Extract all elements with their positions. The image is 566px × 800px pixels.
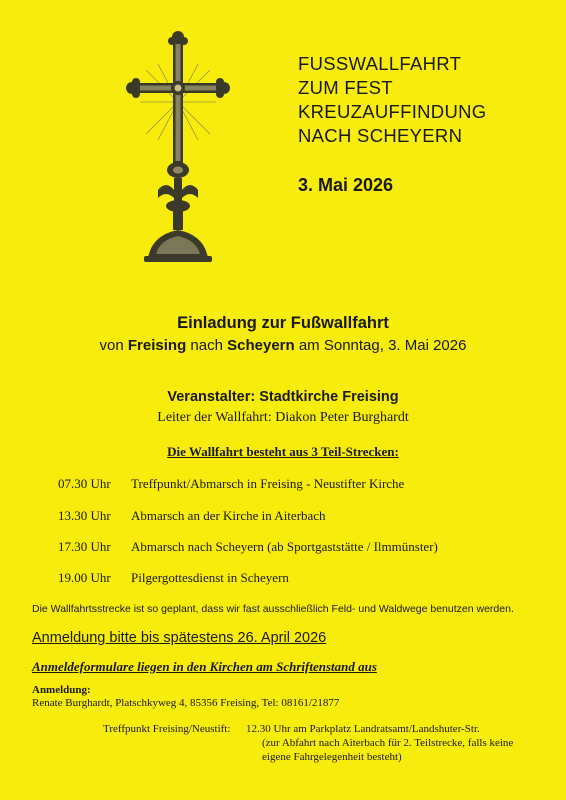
forms-note: Anmeldeformulare liegen in den Kirchen am Schriftenstand aus [32,659,377,674]
subtitle-part-date: am Sonntag, 3. Mai 2026 [294,337,467,354]
pilgrimage-leader: Leiter der Wallfahrt: Diakon Peter Burghardt [157,410,409,425]
meeting-point-label: Treffpunkt Freising/Neustift: [103,723,231,735]
registration-contact: Renate Burghardt, Platschkyweg 4, 85356 Freising, Tel: 08161/21877 [32,697,340,709]
meeting-line-2: (zur Abfahrt nach Aiterbach für 2. Teilstrecke, falls keine [262,737,514,749]
header-line-2: ZUM FEST [298,77,393,98]
meeting-line-1: 12.30 Uhr am Parkplatz Landratsamt/Landshuter-Str. [246,723,480,735]
meeting-line-3: eigene Fahrgelegenheit besteht) [262,751,402,763]
organizer-label: Veranstalter: Stadtkirche Freising [167,389,399,405]
event-date: 3. Mai 2026 [298,175,394,195]
registration-deadline: Anmeldung bitte bis spätestens 26. April 2026 [32,630,327,646]
schedule-time-2: 13.30 Uhr [58,508,111,523]
stages-heading: Die Wallfahrt besteht aus 3 Teil-Strecken: [167,444,399,459]
schedule-time-4: 19.00 Uhr [58,570,111,585]
schedule-desc-2: Abmarsch an der Kirche in Aiterbach [131,508,326,523]
invitation-title: Einladung zur Fußwallfahrt [177,314,389,332]
header-line-4: NACH SCHEYERN [298,125,463,146]
schedule-time-1: 07.30 Uhr [58,476,111,491]
header-line-1: FUSSWALLFAHRT [298,53,462,74]
schedule-time-3: 17.30 Uhr [58,539,111,554]
invitation-subtitle [0,337,566,354]
route-note: Die Wallfahrtsstrecke ist so geplant, dass wir fast ausschließlich Feld- und Waldwege benutzen werden. [32,603,514,615]
schedule-desc-1: Treffpunkt/Abmarsch in Freising - Neustifter Kirche [131,476,405,491]
subtitle-part-to: nach [186,337,228,354]
header-line-3: KREUZAUFFINDUNG [298,101,487,122]
subtitle-part-from: von [99,337,128,354]
schedule-desc-4: Pilgergottesdienst in Scheyern [131,570,289,585]
subtitle-destination: Scheyern [227,337,295,354]
registration-label: Anmeldung: [32,684,91,696]
crucifix-icon [118,30,238,270]
schedule-desc-3: Abmarsch nach Scheyern (ab Sportgaststätte / Ilmmünster) [131,539,438,554]
subtitle-origin: Freising [127,337,187,354]
